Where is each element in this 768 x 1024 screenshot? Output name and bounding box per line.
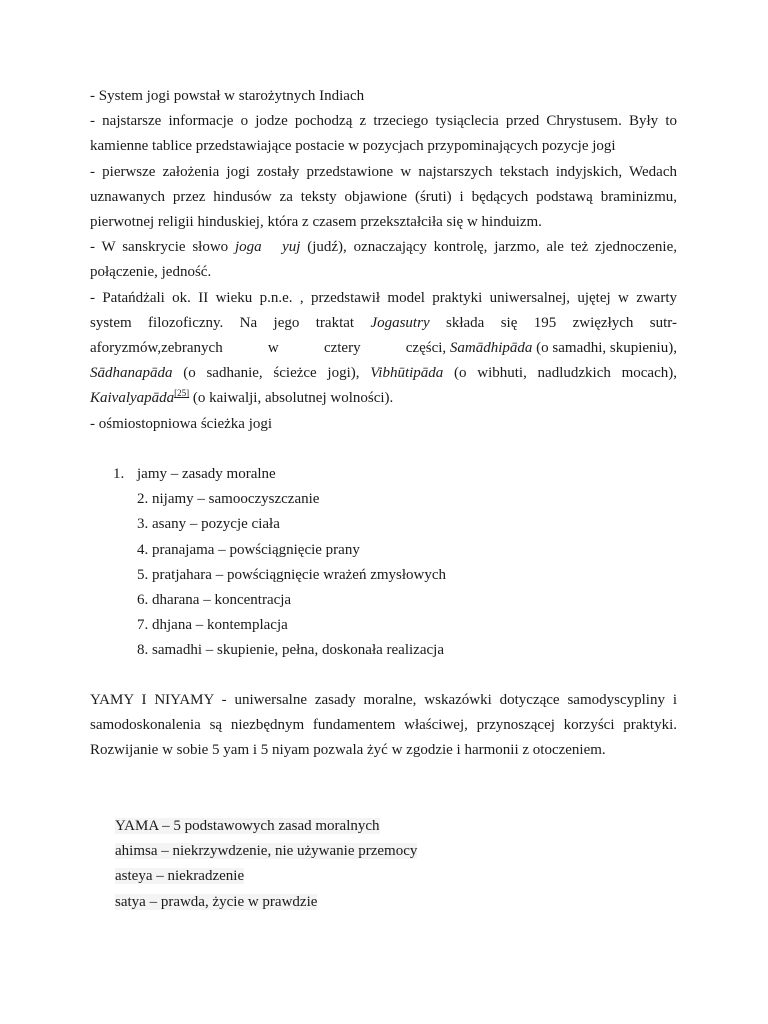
list-item: 4. pranajama – powściągnięcie prany: [137, 541, 360, 558]
paragraph-eightfold-heading: - ośmiostopniowa ścieżka jogi: [90, 415, 273, 432]
eightfold-path-list: [90, 462, 677, 664]
term-vibhutipada: Vibhūtipāda: [370, 365, 444, 382]
list-item: ahimsa – niekrzywdzenie, nie używanie przemocy: [115, 843, 418, 860]
list-item: 1. jamy – zasady moralne: [113, 466, 276, 482]
intro-text: [90, 84, 677, 437]
paragraph-patanjali: - Patańdżali ok. II wieku p.n.e. , przedstawił model praktyki uniwersalnej, ujętej w zwarty system filozoficzny. Na jego traktat Jogasutry składa się 195 zwięzłych sutr- aforyzmów,zebranych w cztery części, Samādhipāda (o samadhi, skupieniu), Sādhanapāda (o sadhanie, ścieżce jogi), Vibhūtipāda (o wibhuti, nadludzkich mocach), Kaivalyapāda[25] (o kaiwalji, absolutnej wolności).: [90, 289, 677, 407]
list-item: satya – prawda, życie w prawdzie: [115, 893, 318, 910]
paragraph-oldest-info: - najstarsze informacje o jodze pochodzą z trzeciego tysiąclecia przed Chrystusem. Były to kamienne tablice przedstawiające postacie w pozycjach przypominających pozycje jogi: [90, 113, 677, 155]
justified-line: aforyzmów,zebranych w cztery części, Samādhipāda (o samadhi, skupieniu),: [90, 340, 677, 357]
list-item: 3. asany – pozycje ciała: [137, 516, 280, 533]
footnote-link[interactable]: [25]: [174, 388, 190, 399]
paragraph-vedas: - pierwsze założenia jogi zostały przedstawione w najstarszych tekstach indyjskich, Wedach uznawanych przez hindusów za teksty objawione (śruti) i będących podstawą braminizmu, pierwotnej religii hinduskiej, która z czasem przekształciła się w hinduizm.: [90, 163, 677, 231]
list-item: 8. samadhi – skupienie, pełna, doskonała realizacja: [137, 642, 444, 659]
yama-list: [115, 814, 417, 915]
list-item: 7. dhjana – kontemplacja: [137, 617, 288, 634]
list-item: asteya – niekradzenie: [115, 868, 245, 885]
term-sadhanapada: Sādhanapāda: [90, 365, 173, 382]
term-yuj: yuj: [282, 239, 301, 256]
list-item: 6. dharana – koncentracja: [137, 592, 292, 609]
yama-heading: YAMA – 5 podstawowych zasad moralnych: [115, 818, 380, 834]
list-item: 2. nijamy – samooczyszczanie: [137, 491, 320, 508]
paragraph-origin: - System jogi powstał w starożytnych Indiach: [90, 88, 365, 104]
paragraph-sanskrit: - W sanskrycie słowo joga yuj (judź), oznaczający kontrolę, jarzmo, ale też zjednoczenie, połączenie, jedność.: [90, 239, 678, 281]
term-samadhipada: Samādhipāda: [449, 340, 533, 357]
term-kaivalyapada: Kaivalyapāda: [90, 390, 175, 407]
term-joga: joga: [234, 239, 262, 256]
list-item: 5. pratjahara – powściągnięcie wrażeń zmysłowych: [137, 566, 447, 583]
paragraph-yamy-niyamy: YAMY I NIYAMY - uniwersalne zasady moralne, wskazówki dotyczące samodyscypliny i samodoskonalenia są niezbędnym fundamentem właściwej, przynoszącej korzyści praktyki. Rozwijanie w sobie 5 yam i 5 niyam pozwala żyć w zgodzie i harmonii z otoczeniem.: [90, 692, 677, 759]
term-jogasutry: Jogasutry: [370, 314, 430, 331]
